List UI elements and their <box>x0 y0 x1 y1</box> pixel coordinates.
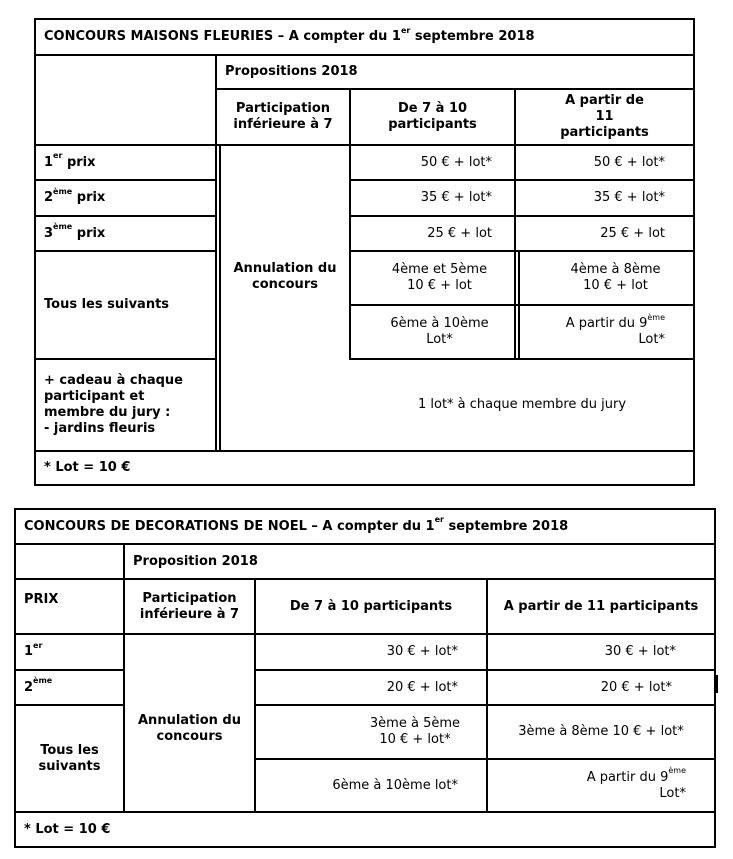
suivants-value: 4ème à 8ème 10 € + lot <box>570 262 661 293</box>
suivants-value: 3ème à 8ème 10 € + lot* <box>518 724 684 739</box>
tous-les-suivants-label: Tous les suivants <box>44 297 170 312</box>
suivants-value: 4ème et 5ème 10 € + lot <box>391 262 488 293</box>
annulation-cell: Annulation du concours <box>138 713 241 744</box>
prize-value: 25 € + lot <box>600 225 665 241</box>
prize-value: 35 € + lot* <box>593 190 665 205</box>
prix-header: PRIX <box>24 592 59 607</box>
footnote: * Lot = 10 € <box>44 460 131 475</box>
suivants-value: 3ème à 5ème 10 € + lot* <box>369 716 460 747</box>
cadeau-line: membre du jury : <box>44 405 171 420</box>
suivants-value: A partir du 9ème Lot* <box>565 312 665 347</box>
table-title: CONCOURS MAISONS FLEURIES – A compter du 1er septembre 2018 <box>44 25 535 44</box>
col-header-7-10: De 7 à 10 participants <box>388 101 477 132</box>
decorations-noel-table <box>14 508 716 848</box>
prize-value: 20 € + lot* <box>600 679 672 695</box>
table-title: CONCOURS DE DECORATIONS DE NOEL – A compter du 1er septembre 2018 <box>24 515 569 534</box>
prize-value: 50 € + lot* <box>420 154 492 170</box>
annulation-cell: Annulation du concours <box>233 261 337 292</box>
maisons-fleuries-table <box>34 18 695 486</box>
jury-cell: 1 lot* à chaque membre du jury <box>417 397 627 412</box>
prize-label: 1er <box>24 640 43 659</box>
suivants-value: 6ème à 10ème lot* <box>332 777 458 793</box>
cadeau-line: + cadeau à chaque <box>44 373 183 388</box>
prize-value: 30 € + lot* <box>386 644 458 659</box>
prize-value: 50 € + lot* <box>593 154 665 170</box>
prize-value: 25 € + lot <box>427 225 492 241</box>
prize-label: 1er prix <box>44 151 96 170</box>
prize-value: 20 € + lot* <box>386 679 458 695</box>
prize-label: 2ème prix <box>44 186 106 205</box>
cadeau-label <box>36 360 215 450</box>
tous-les-suivants-label: Tous les suivants <box>38 742 101 774</box>
footnote: * Lot = 10 € <box>24 821 111 837</box>
col-header-7-10: De 7 à 10 participants <box>289 598 453 614</box>
col-header-participation: Participation inférieure à 7 <box>139 590 240 622</box>
suivants-value: A partir du 9ème Lot* <box>586 766 686 801</box>
prize-label: 3ème prix <box>44 222 106 241</box>
col-header-participation: Participation inférieure à 7 <box>233 101 333 132</box>
propositions-header: Propositions 2018 <box>225 64 358 79</box>
prize-value: 35 € + lot* <box>420 190 492 205</box>
cadeau-line: participant et <box>44 389 145 404</box>
prize-label: 2ème <box>24 676 53 695</box>
col-header-11: A partir de 11 participants <box>503 598 699 614</box>
prize-value: 30 € + lot* <box>604 644 676 659</box>
edge-mark <box>716 675 718 693</box>
suivants-value: 6ème à 10ème Lot* <box>390 316 489 347</box>
cadeau-line: - jardins fleuris <box>44 421 156 436</box>
col-header-11: A partir de 11 participants <box>560 93 649 140</box>
proposition-header: Proposition 2018 <box>133 553 258 569</box>
